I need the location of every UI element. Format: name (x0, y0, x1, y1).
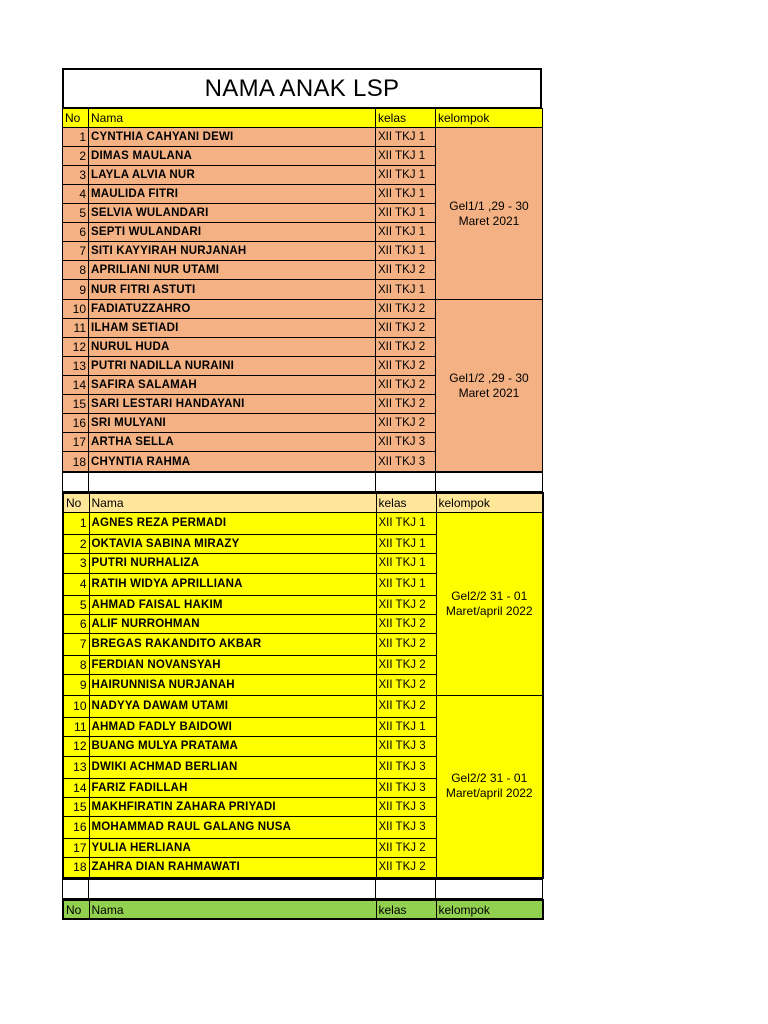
student-name[interactable]: DWIKI ACHMAD BERLIAN (89, 756, 376, 778)
student-class[interactable]: XII TKJ 2 (376, 655, 436, 674)
spacer-row-2 (62, 879, 543, 899)
student-name[interactable]: MAULIDA FITRI (89, 185, 376, 204)
student-class[interactable]: XII TKJ 1 (376, 512, 436, 534)
student-class[interactable]: XII TKJ 1 (376, 128, 436, 147)
student-name[interactable]: SELVIA WULANDARI (89, 204, 376, 223)
student-class[interactable]: XII TKJ 2 (376, 338, 436, 357)
row-number[interactable]: 3 (63, 166, 89, 185)
student-name[interactable]: SARI LESTARI HANDAYANI (89, 395, 376, 414)
row-number[interactable]: 7 (63, 242, 89, 261)
section1-table (62, 108, 543, 472)
row-number[interactable]: 15 (63, 797, 89, 816)
row-number[interactable]: 17 (63, 838, 89, 857)
row-number[interactable]: 13 (63, 756, 89, 778)
row-number[interactable]: 6 (63, 223, 89, 242)
row-number[interactable]: 16 (63, 414, 89, 433)
row-number[interactable]: 5 (63, 204, 89, 223)
row-number[interactable]: 2 (63, 534, 89, 553)
student-name[interactable]: CYNTHIA CAHYANI DEWI (89, 128, 376, 147)
student-class[interactable]: XII TKJ 2 (376, 633, 436, 655)
student-class[interactable]: XII TKJ 1 (376, 717, 436, 736)
header-nama[interactable]: Nama (89, 493, 376, 512)
student-class[interactable]: XII TKJ 2 (376, 319, 436, 338)
row-number[interactable]: 3 (63, 553, 89, 573)
student-class[interactable]: XII TKJ 3 (376, 736, 436, 756)
row-number[interactable]: 16 (63, 816, 89, 838)
student-class[interactable]: XII TKJ 2 (376, 376, 436, 395)
student-class[interactable]: XII TKJ 2 (376, 414, 436, 433)
row-number[interactable]: 11 (63, 319, 89, 338)
student-class[interactable]: XII TKJ 1 (376, 242, 436, 261)
header-kelompok[interactable]: kelompok (436, 493, 543, 512)
spreadsheet (62, 68, 542, 920)
sheet-title: NAMA ANAK LSP (62, 68, 542, 108)
row-number[interactable]: 12 (63, 338, 89, 357)
student-class[interactable]: XII TKJ 1 (376, 280, 436, 300)
header-nama[interactable]: Nama (89, 109, 376, 128)
student-class[interactable]: XII TKJ 1 (376, 204, 436, 223)
student-name[interactable]: CHYNTIA RAHMA (89, 452, 376, 472)
student-name[interactable]: FADIATUZZAHRO (89, 300, 376, 319)
row-number[interactable]: 10 (63, 300, 89, 319)
section2-table (62, 492, 544, 879)
table-row (63, 300, 543, 319)
spacer-row-1 (62, 472, 543, 492)
student-name[interactable]: NADYYA DAWAM UTAMI (89, 695, 376, 717)
row-number[interactable]: 6 (63, 614, 89, 633)
student-class[interactable]: XII TKJ 2 (376, 614, 436, 633)
student-name[interactable]: NURUL HUDA (89, 338, 376, 357)
student-name[interactable]: FERDIAN NOVANSYAH (89, 655, 376, 674)
student-class[interactable]: XII TKJ 1 (376, 185, 436, 204)
student-class[interactable]: XII TKJ 2 (376, 261, 436, 280)
row-number[interactable]: 8 (63, 261, 89, 280)
student-name[interactable]: BREGAS RAKANDITO AKBAR (89, 633, 376, 655)
student-name[interactable]: ARTHA SELLA (89, 433, 376, 452)
student-class[interactable]: XII TKJ 1 (376, 166, 436, 185)
row-number[interactable]: 17 (63, 433, 89, 452)
student-name[interactable]: SRI MULYANI (89, 414, 376, 433)
table-row (63, 695, 543, 717)
row-number[interactable]: 11 (63, 717, 89, 736)
student-name[interactable]: FARIZ FADILLAH (89, 778, 376, 797)
student-name[interactable]: OKTAVIA SABINA MIRAZY (89, 534, 376, 553)
header-nama[interactable]: Nama (89, 900, 376, 919)
row-number[interactable]: 4 (63, 573, 89, 595)
student-name[interactable]: RATIH WIDYA APRILLIANA (89, 573, 376, 595)
group-label[interactable]: Gel2/2 31 - 01 Maret/april 2022 (436, 695, 543, 878)
student-name[interactable]: SAFIRA SALAMAH (89, 376, 376, 395)
row-number[interactable]: 10 (63, 695, 89, 717)
row-number[interactable]: 18 (63, 452, 89, 472)
header-kelompok[interactable]: kelompok (436, 900, 543, 919)
student-class[interactable]: XII TKJ 2 (376, 857, 436, 878)
student-class[interactable]: XII TKJ 2 (376, 395, 436, 414)
group-label[interactable]: Gel1/1 ,29 - 30 Maret 2021 (436, 128, 543, 300)
header-row (63, 493, 543, 512)
student-name[interactable]: YULIA HERLIANA (89, 838, 376, 857)
student-class[interactable]: XII TKJ 3 (376, 778, 436, 797)
student-class[interactable]: XII TKJ 1 (376, 534, 436, 553)
header-no[interactable]: No (63, 493, 89, 512)
student-name[interactable]: BUANG MULYA PRATAMA (89, 736, 376, 756)
student-class[interactable]: XII TKJ 2 (376, 838, 436, 857)
student-name[interactable]: AHMAD FADLY BAIDOWI (89, 717, 376, 736)
student-name[interactable]: PUTRI NURHALIZA (89, 553, 376, 573)
student-class[interactable]: XII TKJ 1 (376, 147, 436, 166)
student-class[interactable]: XII TKJ 1 (376, 223, 436, 242)
row-number[interactable]: 2 (63, 147, 89, 166)
student-name[interactable]: HAIRUNNISA NURJANAH (89, 674, 376, 695)
group-label[interactable]: Gel1/2 ,29 - 30 Maret 2021 (436, 300, 543, 472)
student-name[interactable]: MAKHFIRATIN ZAHARA PRIYADI (89, 797, 376, 816)
header-kelas[interactable]: kelas (376, 109, 436, 128)
student-name[interactable]: APRILIANI NUR UTAMI (89, 261, 376, 280)
header-row (63, 109, 543, 128)
row-number[interactable]: 12 (63, 736, 89, 756)
row-number[interactable]: 5 (63, 595, 89, 614)
student-name[interactable]: ILHAM SETIADI (89, 319, 376, 338)
student-class[interactable]: XII TKJ 3 (376, 816, 436, 838)
student-name[interactable]: DIMAS MAULANA (89, 147, 376, 166)
header-no[interactable]: No (63, 900, 89, 919)
student-class[interactable]: XII TKJ 2 (376, 300, 436, 319)
student-class[interactable]: XII TKJ 2 (376, 357, 436, 376)
student-class[interactable]: XII TKJ 1 (376, 553, 436, 573)
student-name[interactable]: AGNES REZA PERMADI (89, 512, 376, 534)
row-number[interactable]: 18 (63, 857, 89, 878)
row-number[interactable]: 9 (63, 280, 89, 300)
student-name[interactable]: SITI KAYYIRAH NURJANAH (89, 242, 376, 261)
row-number[interactable]: 14 (63, 778, 89, 797)
student-class[interactable]: XII TKJ 3 (376, 756, 436, 778)
student-class[interactable]: XII TKJ 2 (376, 595, 436, 614)
student-name[interactable]: MOHAMMAD RAUL GALANG NUSA (89, 816, 376, 838)
row-number[interactable]: 1 (63, 512, 89, 534)
row-number[interactable]: 13 (63, 357, 89, 376)
row-number[interactable]: 14 (63, 376, 89, 395)
row-number[interactable]: 8 (63, 655, 89, 674)
group-label[interactable]: Gel2/2 31 - 01 Maret/april 2022 (436, 512, 543, 695)
row-number[interactable]: 4 (63, 185, 89, 204)
header-kelompok[interactable]: kelompok (436, 109, 543, 128)
table-row (63, 128, 543, 147)
row-number[interactable]: 1 (63, 128, 89, 147)
header-kelas[interactable]: kelas (376, 900, 436, 919)
header-no[interactable]: No (63, 109, 89, 128)
student-class[interactable]: XII TKJ 2 (376, 695, 436, 717)
header-kelas[interactable]: kelas (376, 493, 436, 512)
student-class[interactable]: XII TKJ 2 (376, 674, 436, 695)
student-class[interactable]: XII TKJ 3 (376, 452, 436, 472)
student-name[interactable]: ZAHRA DIAN RAHMAWATI (89, 857, 376, 878)
student-name[interactable]: NUR FITRI ASTUTI (89, 280, 376, 300)
row-number[interactable]: 7 (63, 633, 89, 655)
table-row (63, 512, 543, 534)
student-class[interactable]: XII TKJ 3 (376, 797, 436, 816)
student-name[interactable]: ALIF NURROHMAN (89, 614, 376, 633)
row-number[interactable]: 9 (63, 674, 89, 695)
student-class[interactable]: XII TKJ 3 (376, 433, 436, 452)
student-name[interactable]: AHMAD FAISAL HAKIM (89, 595, 376, 614)
header-row (63, 900, 543, 919)
row-number[interactable]: 15 (63, 395, 89, 414)
student-class[interactable]: XII TKJ 1 (376, 573, 436, 595)
section3-table (62, 899, 544, 920)
student-name[interactable]: SEPTI WULANDARI (89, 223, 376, 242)
student-name[interactable]: PUTRI NADILLA NURAINI (89, 357, 376, 376)
student-name[interactable]: LAYLA ALVIA NUR (89, 166, 376, 185)
